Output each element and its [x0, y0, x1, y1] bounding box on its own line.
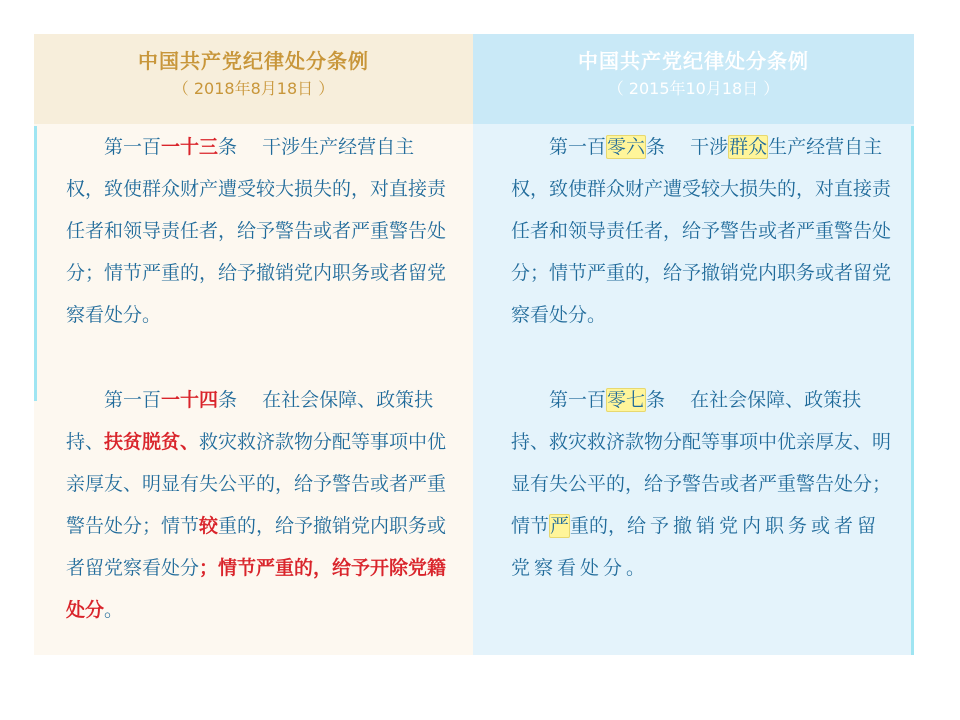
comparison-table [34, 34, 914, 655]
column-2018 [34, 34, 473, 655]
column-header-2018 [34, 34, 473, 124]
header-title: 中国共产党纪律处分条例 [578, 49, 809, 73]
added-text: 扶贫脱贫、 [104, 431, 200, 453]
article-113: 第一百一十三条 干涉生产经营自主权，致使群众财产遭受较大损失的，对直接责任者和领导责任者，给予警告或者严重警告处分；情节严重的，给予撤销党内职务或者留党察看处分。 [66, 136, 447, 326]
accent-bar [911, 126, 914, 655]
header-title: 中国共产党纪律处分条例 [138, 49, 369, 73]
changed-text: 一十三 [161, 136, 219, 158]
changed-text: 较 [199, 515, 219, 537]
article-107: 第一百零七条 在社会保障、政策扶持、救灾救济款物分配等事项中优亲厚友、明显有失公平的，给予警告或者严重警告处分；情节严重的，给予撤销党内职务或者留党察看处分。 [511, 389, 892, 579]
header-date: （ 2015年10月18日 ） [607, 79, 780, 98]
column-header-2015 [473, 34, 914, 124]
added-text: ；情节严重的，给予开除党籍处分 [66, 557, 447, 621]
highlighted-text: 零六 [607, 136, 646, 158]
highlighted-text: 严 [550, 515, 570, 537]
highlighted-text: 群众 [729, 136, 768, 158]
article-114: 第一百一十四条 在社会保障、政策扶持、扶贫脱贫、救灾救济款物分配等事项中优亲厚友、明显有失公平的，给予警告或者严重警告处分；情节较重的，给予撤销党内职务或者留党察看处分；情节严重的，给予开除党籍处分。 [66, 389, 447, 621]
changed-text: 一十四 [161, 389, 219, 411]
highlighted-text: 零七 [607, 389, 646, 411]
header-date: （ 2018年8月18日 ） [172, 79, 335, 98]
article-106: 第一百零六条 干涉群众生产经营自主权，致使群众财产遭受较大损失的，对直接责任者和领导责任者，给予警告或者严重警告处分；情节严重的，给予撤销党内职务或者留党察看处分。 [511, 136, 892, 326]
column-2015 [473, 34, 914, 655]
